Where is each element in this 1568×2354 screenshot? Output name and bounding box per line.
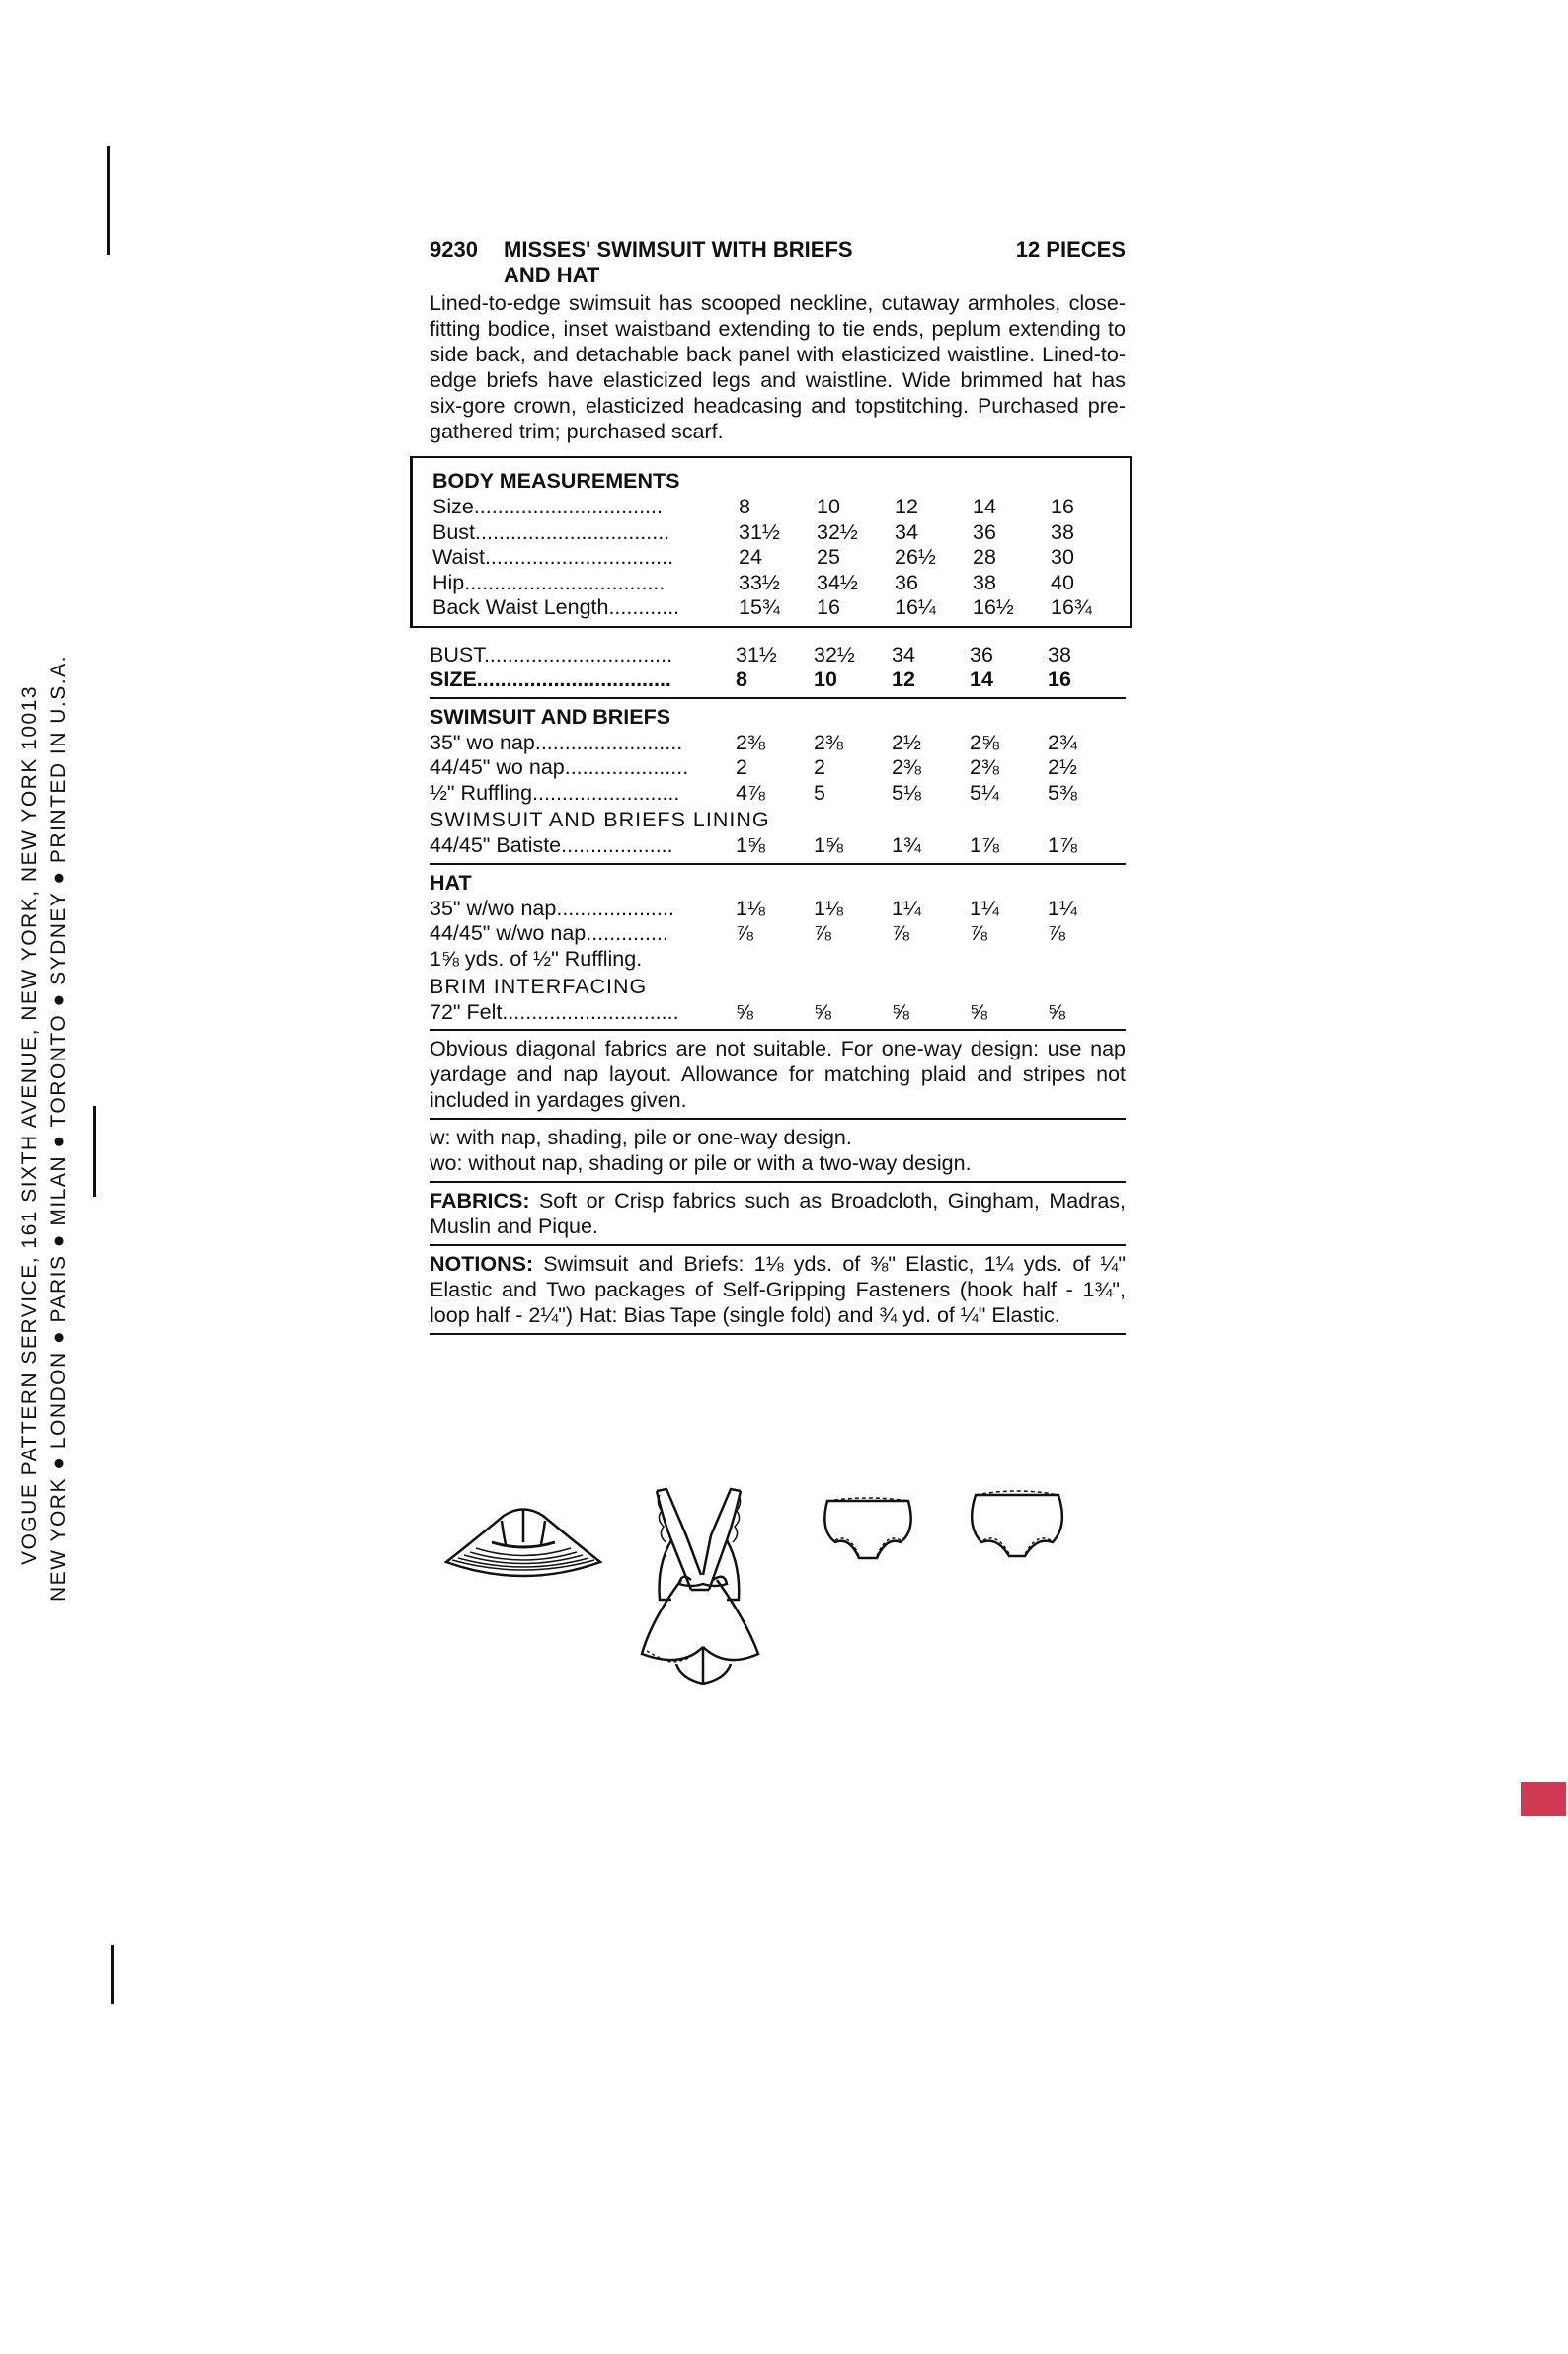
- row-label: 35" wo nap.........................: [430, 730, 683, 754]
- pattern-title: MISSES' SWIMSUIT WITH BRIEFS: [504, 237, 853, 262]
- briefs-front-drawing-icon: [824, 1498, 910, 1558]
- table-row: [430, 730, 1126, 755]
- pattern-number: 9230: [430, 237, 478, 262]
- row-value: 2⅜: [970, 755, 999, 779]
- row-value: 40: [1051, 570, 1074, 594]
- row-value: 2⅜: [814, 730, 843, 754]
- bust-row: [430, 642, 1126, 667]
- briefs-back-drawing-icon: [972, 1491, 1062, 1556]
- row-value: 16¼: [895, 595, 936, 619]
- brim-section-title: BRIM INTERFACING: [430, 974, 648, 998]
- divider: [430, 1333, 1126, 1335]
- row-value: 16¾: [1051, 595, 1092, 619]
- size-16: 16: [1048, 667, 1071, 691]
- row-value: 28: [973, 545, 996, 569]
- hat-note: 1⅝ yds. of ½" Ruffling.: [430, 946, 643, 971]
- swimsuit-rows: [430, 730, 1126, 806]
- row-label: Back Waist Length............: [432, 595, 680, 619]
- row-value: 2: [814, 755, 825, 779]
- fabrics-note: [430, 1188, 1126, 1239]
- row-value: ⅝: [970, 999, 987, 1024]
- row-value: 2½: [892, 730, 921, 754]
- row-value: 36: [895, 570, 918, 594]
- row-value: 5¼: [970, 780, 999, 805]
- size-14: 14: [970, 667, 993, 691]
- table-row: [432, 519, 1130, 545]
- yardage-table: [430, 642, 1126, 1336]
- row-value: 1⅞: [1048, 833, 1077, 857]
- row-value: 2: [736, 755, 747, 779]
- size-10: 10: [814, 667, 837, 691]
- row-value: ⅞: [892, 921, 909, 945]
- table-row: [430, 920, 1126, 946]
- margin-bar-top: [107, 146, 110, 255]
- notions-note: [430, 1251, 1126, 1328]
- with-nap-note: w: with nap, shading, pile or one-way design.: [430, 1126, 852, 1149]
- bust-8: 31½: [736, 642, 777, 667]
- row-label: Bust.................................: [432, 519, 670, 544]
- lining-section-title: SWIMSUIT AND BRIEFS LINING: [430, 808, 770, 831]
- row-value: 4⅞: [736, 780, 765, 805]
- bust-10: 32½: [814, 642, 855, 667]
- notions-label: NOTIONS:: [430, 1252, 534, 1276]
- pattern-subtitle: AND HAT: [504, 263, 600, 287]
- divider: [430, 1029, 1126, 1031]
- row-value: 1⅝: [736, 833, 765, 857]
- brim-rows: [430, 999, 1126, 1025]
- row-value: ⅞: [814, 921, 831, 945]
- row-label: SIZE.................................: [430, 667, 671, 691]
- without-nap-note: wo: without nap, shading or pile or with a two-way design.: [430, 1151, 972, 1175]
- row-label: ½" Ruffling.........................: [430, 780, 680, 805]
- row-value: 30: [1051, 545, 1074, 569]
- red-tab-marker: [1521, 1782, 1566, 1816]
- row-value: 2½: [1048, 755, 1077, 779]
- row-value: 38: [973, 570, 996, 594]
- divider: [430, 1181, 1126, 1183]
- row-value: 8: [739, 495, 750, 518]
- row-value: 16: [1051, 495, 1074, 518]
- row-label: Size................................: [432, 495, 663, 518]
- row-value: 16: [817, 595, 840, 619]
- row-label: 72" Felt..............................: [430, 999, 679, 1024]
- table-row: [432, 570, 1130, 595]
- table-row: [430, 896, 1126, 921]
- publisher-cities: NEW YORK ● LONDON ● PARIS ● MILAN ● TORONTO ● SYDNEY ● PRINTED IN U.S.A.: [47, 655, 70, 1602]
- table-row: [432, 544, 1130, 570]
- swimsuit-section-title: SWIMSUIT AND BRIEFS: [430, 704, 671, 729]
- row-value: 5⅛: [892, 780, 921, 805]
- divider: [430, 863, 1126, 865]
- size-12: 12: [892, 667, 915, 691]
- row-label: 44/45" wo nap.....................: [430, 755, 689, 779]
- row-value: 1¼: [892, 896, 921, 920]
- table-row: [432, 594, 1130, 620]
- row-value: ⅝: [1048, 999, 1065, 1024]
- fabrics-text: Soft or Crisp fabrics such as Broadcloth, Gingham, Madras, Muslin and Pique.: [430, 1189, 1126, 1238]
- row-value: 32½: [817, 519, 858, 544]
- bust-16: 38: [1048, 642, 1071, 667]
- row-value: 34: [895, 519, 918, 544]
- row-label: BUST................................: [430, 642, 673, 667]
- row-value: ⅝: [814, 999, 831, 1024]
- row-value: 26½: [895, 545, 936, 569]
- row-value: 1¼: [1048, 896, 1077, 920]
- row-label: 44/45" w/wo nap..............: [430, 921, 668, 945]
- row-value: 33½: [739, 570, 780, 594]
- fabrics-label: FABRICS:: [430, 1189, 530, 1213]
- body-measurements-box: [410, 456, 1132, 628]
- row-value: 15¾: [739, 595, 780, 619]
- row-value: 5: [814, 780, 825, 805]
- row-value: 10: [817, 495, 840, 518]
- row-label: 44/45" Batiste...................: [430, 833, 673, 857]
- divider: [430, 1118, 1126, 1120]
- header: [430, 237, 1126, 263]
- table-row: [430, 832, 1126, 858]
- notions-text: Swimsuit and Briefs: 1⅛ yds. of ⅜" Elastic, 1¼ yds. of ¼" Elastic and Two packages of Self-Gripping Fasteners (hook half - 1¾", loop half - 2¼") Hat: Bias Tape (single fold) and ¾ yd. of ¼" Elastic.: [430, 1252, 1126, 1327]
- row-label: 35" w/wo nap....................: [430, 896, 674, 920]
- table-row: [430, 754, 1126, 780]
- row-value: 24: [739, 545, 762, 569]
- row-value: 1⅛: [736, 896, 765, 920]
- swimsuit-drawing-icon: [642, 1489, 758, 1684]
- row-value: 25: [817, 545, 840, 569]
- row-value: 36: [973, 519, 996, 544]
- table-row: [430, 780, 1126, 806]
- row-label: Waist................................: [432, 545, 674, 569]
- row-value: 1⅞: [970, 833, 999, 857]
- row-label: Hip..................................: [432, 570, 666, 594]
- row-value: 5⅜: [1048, 780, 1077, 805]
- row-value: 12: [895, 495, 918, 518]
- hat-rows: [430, 896, 1126, 946]
- lining-rows: [430, 832, 1126, 858]
- row-value: 1¾: [892, 833, 921, 857]
- bust-14: 36: [970, 642, 993, 667]
- margin-bar-middle: [93, 1106, 96, 1197]
- description: Lined-to-edge swimsuit has scooped neckline, cutaway armholes, close-fitting bodice, inset waistband extending to tie ends, peplum extending to side back, and detachable back panel with elasticized waistline. Lined-to-edge briefs have elasticized legs and waistline. Wide brimmed hat has six-gore crown, elasticized headcasing and topstitching. Purchased pre-gathered trim; purchased scarf.: [430, 291, 1126, 443]
- pattern-info: [430, 237, 1126, 1340]
- row-value: 2¾: [1048, 730, 1077, 754]
- row-value: ⅞: [970, 921, 987, 945]
- row-value: ⅞: [1048, 921, 1065, 945]
- pieces-count: 12 PIECES: [1015, 237, 1126, 262]
- table-row: [432, 494, 1130, 519]
- row-value: 34½: [817, 570, 858, 594]
- row-value: 1⅝: [814, 833, 843, 857]
- body-measurements-rows: [432, 494, 1130, 620]
- table-row: [430, 999, 1126, 1025]
- row-value: 1¼: [970, 896, 999, 920]
- row-value: ⅞: [736, 921, 753, 945]
- divider: [430, 697, 1126, 699]
- row-value: 2⅝: [970, 730, 999, 754]
- technical-drawings: [444, 1481, 1076, 1688]
- size-row: [430, 667, 1126, 692]
- bust-12: 34: [892, 642, 915, 667]
- row-value: 14: [973, 495, 996, 518]
- row-value: ⅝: [892, 999, 909, 1024]
- hat-drawing-icon: [446, 1509, 600, 1576]
- divider: [430, 1244, 1126, 1246]
- row-value: 38: [1051, 519, 1074, 544]
- row-value: 2⅜: [736, 730, 765, 754]
- hat-section-title: HAT: [430, 870, 472, 895]
- diagonal-note: Obvious diagonal fabrics are not suitable. For one-way design: use nap yardage and nap layout. Allowance for matching plaid and stripes not included in yardages given.: [430, 1037, 1126, 1112]
- row-value: ⅝: [736, 999, 753, 1024]
- row-value: 31½: [739, 519, 780, 544]
- row-value: 16½: [973, 595, 1014, 619]
- publisher-address: VOGUE PATTERN SERVICE, 161 SIXTH AVENUE, NEW YORK, NEW YORK 10013: [18, 684, 40, 1565]
- size-8: 8: [736, 667, 747, 691]
- row-value: 1⅛: [814, 896, 843, 920]
- row-value: 2⅜: [892, 755, 921, 779]
- body-measurements-title: BODY MEASUREMENTS: [432, 469, 680, 493]
- margin-bar-bottom: [111, 1945, 114, 2004]
